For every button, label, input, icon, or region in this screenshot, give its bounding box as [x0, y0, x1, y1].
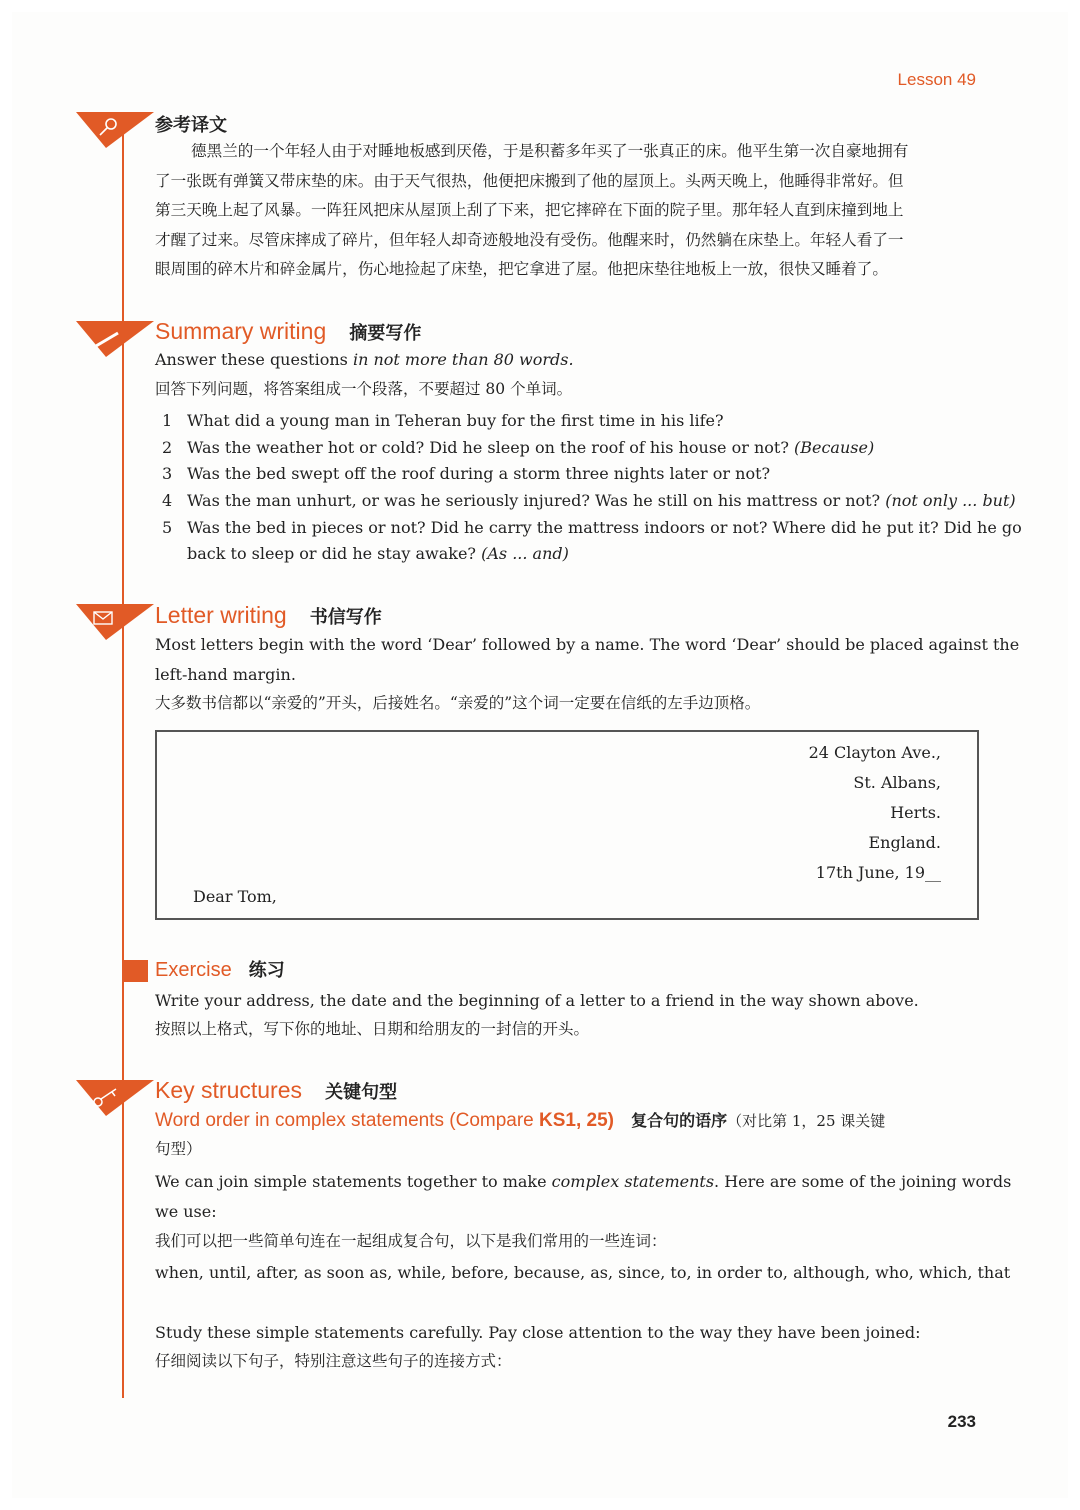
letter-instruction-cont: left-hand margin.: [155, 665, 296, 684]
exercise-marker: [124, 960, 148, 982]
study-instruction-zh: 仔细阅读以下句子，特别注意这些句子的连接方式：: [155, 1352, 512, 1370]
magnifier-icon: [76, 112, 156, 152]
page-number: 233: [947, 1412, 976, 1431]
summary-heading-en: Summary writing: [155, 318, 327, 344]
letter-instruction: Most letters begin with the word ‘Dear’ followed by a name. The word ‘Dear’ should be placed against the: [155, 635, 1020, 654]
question-text: Was the bed swept off the roof during a storm three nights later or not?: [187, 464, 771, 483]
address-block: [809, 738, 941, 888]
question-item: [162, 515, 1022, 541]
key-subheading: [155, 1108, 985, 1132]
address-line: St. Albans,: [853, 773, 941, 792]
summary-heading: [155, 318, 421, 345]
key-subheading-ref: KS1, 25): [539, 1110, 615, 1131]
summary-instruction-italic: in not more than 80 words.: [352, 350, 574, 369]
exercise-heading-en: Exercise: [155, 959, 232, 981]
summary-instruction-zh: 回答下列问题，将答案组成一个段落，不要超过 80 个单词。: [155, 380, 573, 398]
summary-instruction: [155, 345, 574, 375]
question-text: Was the weather hot or cold? Did he sleep on the roof of his house or not?: [187, 438, 794, 457]
key-heading: [155, 1077, 397, 1104]
question-item: [162, 461, 770, 487]
letter-instruction-zh: 大多数书信都以“亲爱的”开头，后接姓名。“亲爱的”这个词一定要在信纸的左手边顶格。: [155, 694, 761, 712]
question-text: Was the man unhurt, or was he seriously injured? Was he still on his mattress or not?: [187, 491, 886, 510]
exercise-instruction-zh: 按照以上格式，写下你的地址、日期和给朋友的一封信的开头。: [155, 1020, 590, 1038]
salutation: Dear Tom,: [193, 887, 277, 906]
key-subheading-zh-note: （对比第 1，25 课关键: [727, 1112, 886, 1130]
summary-instruction-text: Answer these questions: [155, 350, 353, 369]
translation-title: 参考译文: [155, 115, 227, 136]
key-paragraph-cont: we use:: [155, 1202, 217, 1221]
letter-heading-zh: 书信写作: [309, 607, 382, 628]
letter-example-box: [155, 730, 979, 920]
lesson-label: Lesson 49: [897, 70, 976, 89]
question-item-continued: [187, 541, 569, 567]
envelope-icon: [76, 604, 156, 644]
exercise-heading: [155, 956, 285, 982]
question-text: Was the bed in pieces or not? Did he carry the mattress indoors or not? Where did he put it? Did he go: [187, 518, 1022, 537]
translation-line: 才醒了过来。尽管床摔成了碎片，但年轻人却奇迹般地没有受伤。他醒来时，仍然躺在床垫上。年轻人看了一: [155, 230, 904, 249]
question-number: 3: [162, 464, 173, 483]
question-text: What did a young man in Teheran buy for the first time in his life?: [187, 411, 724, 430]
key-subheading-en: Word order in complex statements (Compare: [155, 1110, 540, 1131]
translation-body: [155, 137, 980, 285]
translation-line: 了一张既有弹簧又带床垫的床。由于天气很热，他便把床搬到了他的屋顶上。头两天晚上，他睡得非常好。但: [155, 171, 904, 190]
key-paragraph: [155, 1167, 1011, 1197]
question-item: [162, 435, 874, 461]
key-paragraph-text: We can join simple statements together to make: [155, 1172, 552, 1191]
question-number: 5: [162, 518, 173, 537]
question-hint: (As ... and): [481, 544, 569, 563]
letter-heading: [155, 602, 382, 629]
question-number: 4: [162, 491, 173, 510]
question-number: 1: [162, 411, 173, 430]
address-line: Herts.: [890, 803, 941, 822]
joining-words: when, until, after, as soon as, while, before, because, as, since, to, in order to, although, who, which, that: [155, 1263, 1011, 1282]
address-line: England.: [868, 833, 941, 852]
key-subheading-zh-cont: 句型）: [155, 1140, 202, 1158]
pencil-icon: [76, 321, 156, 361]
question-hint: (Because): [793, 438, 875, 457]
exercise-instruction: Write your address, the date and the beginning of a letter to a friend in the way shown above.: [155, 991, 919, 1010]
question-item: [162, 408, 724, 434]
address-line: 24 Clayton Ave.,: [808, 743, 941, 762]
summary-heading-zh: 摘要写作: [349, 323, 422, 344]
key-paragraph-text: . Here are some of the joining words: [714, 1172, 1012, 1191]
question-hint: (not only ... but): [885, 491, 1016, 510]
translation-line: 眼周围的碎木片和碎金属片，伤心地捡起了床垫，把它拿进了屋。他把床垫往地板上一放，很快又睡着了。: [155, 260, 888, 279]
translation-line: 德黑兰的一个年轻人由于对睡地板感到厌倦，于是积蓄多年买了一张真正的床。他平生第一次自豪地拥有: [191, 142, 909, 160]
question-number: 2: [162, 438, 173, 457]
key-paragraph-italic: complex statements: [551, 1172, 715, 1191]
letter-heading-en: Letter writing: [155, 602, 287, 628]
key-paragraph-zh: 我们可以把一些简单句连在一起组成复合句，以下是我们常用的一些连词：: [155, 1232, 667, 1250]
key-icon: [76, 1080, 156, 1120]
translation-line: 第三天晚上起了风暴。一阵狂风把床从屋顶上刮了下来，把它摔碎在下面的院子里。那年轻人直到床撞到地上: [155, 201, 904, 220]
key-subheading-zh: 复合句的语序: [631, 1111, 728, 1130]
study-instruction: Study these simple statements carefully. Pay close attention to the way they have been joined:: [155, 1323, 921, 1342]
question-item: [162, 488, 1016, 514]
question-text: back to sleep or did he stay awake?: [187, 544, 482, 563]
letter-date: 17th June, 19__: [815, 863, 941, 882]
key-heading-en: Key structures: [155, 1077, 302, 1103]
exercise-heading-zh: 练习: [248, 960, 285, 981]
key-heading-zh: 关键句型: [325, 1082, 398, 1103]
margin-rule: [122, 120, 124, 1398]
